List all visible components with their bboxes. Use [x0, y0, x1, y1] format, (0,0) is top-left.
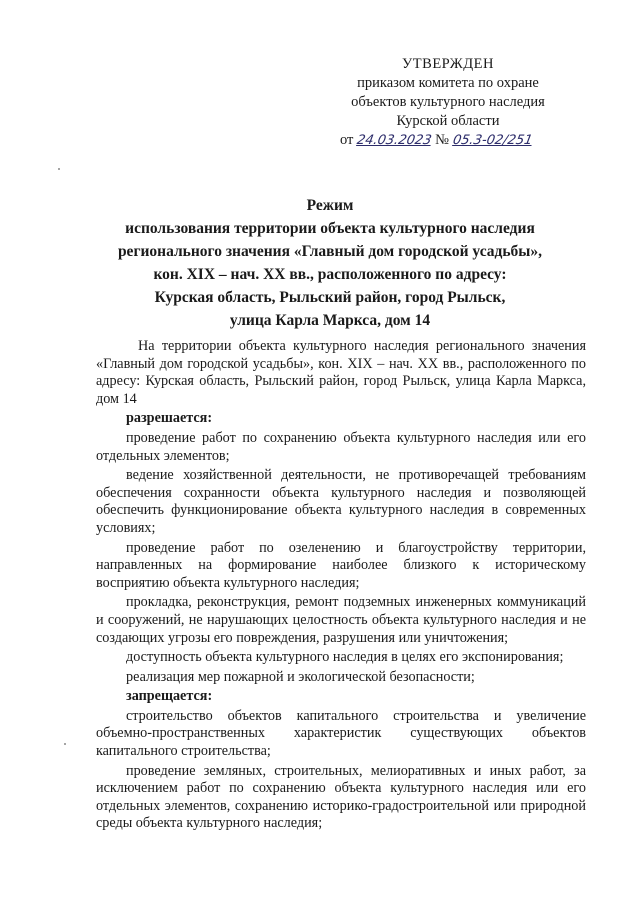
- allowed-item: ведение хозяйственной деятельности, не противоречащей требованиям обеспечения сохранности объекта культурного наследия и позволяющей обеспечить функционирование объекта культурного наследия в современных условиях;: [96, 467, 586, 536]
- title-line: улица Карла Маркса, дом 14: [229, 312, 431, 329]
- title-line: Режим: [306, 197, 354, 214]
- handwritten-number: 05.3-02/251: [451, 133, 534, 148]
- approval-date-number: [338, 131, 558, 150]
- date-prefix: от: [340, 132, 354, 148]
- title-line: Курская область, Рыльский район, город Рыльск,: [154, 289, 506, 306]
- allowed-heading: разрешается:: [126, 410, 213, 427]
- intro-paragraph: На территории объекта культурного наследия регионального значения «Главный дом городской усадьбы», кон. XIX – нач. XX вв., расположенного по адресу: Курская область, Рыльский район, город Рыльск, улица Карла Маркса, дом 14: [96, 338, 586, 407]
- allowed-item: прокладка, реконструкция, ремонт подземных инженерных коммуникаций и сооружений, не нарушающих целостность объекта культурного наследия и не создающих угрозы его повреждения, разрушения или уничтожения;: [96, 594, 586, 646]
- approval-line: приказом комитета по охране: [357, 75, 539, 91]
- document-body: [96, 338, 586, 833]
- approval-line: объектов культурного наследия: [351, 94, 545, 110]
- document-title: [110, 194, 550, 332]
- title-line: использования территории объекта культурного наследия: [125, 220, 535, 237]
- allowed-item: доступность объекта культурного наследия в целях его экспонирования;: [126, 649, 564, 666]
- approval-stamp: [338, 55, 558, 150]
- approval-title: УТВЕРЖДЕН: [402, 56, 494, 72]
- number-prefix: №: [435, 132, 449, 148]
- allowed-item: реализация мер пожарной и экологической безопасности;: [126, 668, 475, 685]
- title-line: регионального значения «Главный дом городской усадьбы»,: [117, 243, 543, 260]
- handwritten-date: 24.03.2023: [355, 133, 433, 148]
- allowed-item: проведение работ по сохранению объекта культурного наследия или его отдельных элементов;: [96, 429, 586, 464]
- forbidden-item: строительство объектов капитального строительства и увеличение объемно-пространственных характеристик существующих объектов капитального строительства;: [96, 707, 586, 760]
- forbidden-heading: запрещается:: [126, 688, 213, 705]
- allowed-item: проведение работ по озеленению и благоустройству территории, направленных на формирование наиболее близкого к историческому восприятию объекта культурного наследия;: [96, 539, 586, 591]
- scan-speck: [64, 743, 66, 745]
- scan-speck: [58, 168, 60, 170]
- title-line: кон. XIX – нач. XX вв., расположенного по адресу:: [153, 266, 507, 283]
- forbidden-item: проведение земляных, строительных, мелиоративных и иных работ, за исключением работ по сохранению объекта культурного наследия или его отдельных элементов, сохранению историко-градостроительной или природной среды объекта культурного наследия;: [96, 762, 586, 832]
- approval-line: Курской области: [396, 113, 500, 129]
